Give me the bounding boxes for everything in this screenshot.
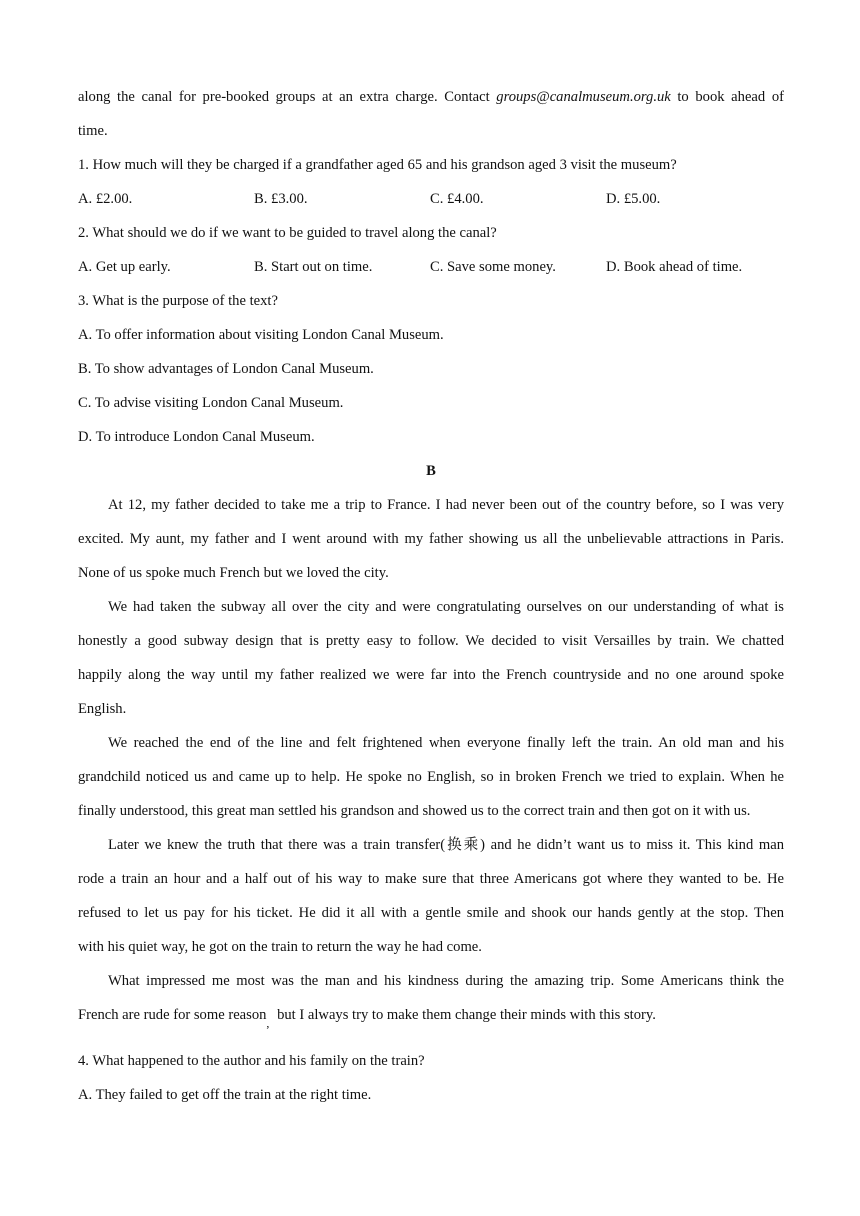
option-c: C. £4.00. (430, 191, 484, 207)
option-a: A. They failed to get off the train at the right time. (78, 1087, 372, 1103)
paragraph-4: Later we knew the truth that there was a train transfer(换乘) and he didn’t want us to miss it. This kind man rode a train an hour and a half out of his way to make sure that three Americans got where they wanted to be. He refused to let us pay for his ticket. He did it all with a gentle smile and shook our hands gently at the stop. Then with his quiet way, he got on the train to return the way he had come. (78, 837, 784, 955)
intro-line-2: time. (78, 123, 108, 139)
option-a: A. Get up early. (78, 259, 171, 275)
option-a: A. To offer information about visiting London Canal Museum. (78, 327, 444, 343)
question-1-options (78, 182, 784, 216)
section-heading: B (426, 463, 436, 479)
option-d: D. £5.00. (606, 191, 661, 207)
option-b: B. Start out on time. (254, 259, 373, 275)
option-b: B. £3.00. (254, 191, 308, 207)
paragraph-1: At 12, my father decided to take me a trip to France. I had never been out of the country before, so I was very excited. My aunt, my father and I went around with my father showing us all the unbelievable attractions in Paris. None of us spoke much French but we loved the city. (78, 497, 784, 581)
question-1: 1. How much will they be charged if a grandfather aged 65 and his grandson aged 3 visit the museum? (78, 157, 677, 173)
option-d: D. Book ahead of time. (606, 259, 743, 275)
option-b: B. To show advantages of London Canal Museum. (78, 361, 374, 377)
option-c: C. Save some money. (430, 259, 556, 275)
document-page (78, 80, 784, 1112)
question-2: 2. What should we do if we want to be guided to travel along the canal? (78, 225, 497, 241)
paragraph-5: What impressed me most was the man and his kindness during the amazing trip. Some Americans think the French are rude for some reason$_,$ but I always try to make them change their minds with this story. (78, 973, 784, 1030)
paragraph-3: We reached the end of the line and felt frightened when everyone finally left the train. An old man and his grandchild noticed us and came up to help. He spoke no English, so in broken French we tried to explain. When he finally understood, this great man settled his grandson and showed us to the correct train and then got on it with us. (78, 735, 784, 819)
option-c: C. To advise visiting London Canal Museum. (78, 395, 344, 411)
question-4: 4. What happened to the author and his family on the train? (78, 1053, 425, 1069)
option-a: A. £2.00. (78, 191, 133, 207)
email-address: groups@canalmuseum.org.uk (496, 89, 671, 105)
intro-line-1: along the canal for pre-booked groups at an extra charge. Contact groups@canalmuseum.org.uk to book ahead of (78, 89, 784, 105)
question-3: 3. What is the purpose of the text? (78, 293, 278, 309)
paragraph-2: We had taken the subway all over the city and were congratulating ourselves on our understanding of what is honestly a good subway design that is pretty easy to follow. We decided to visit Versailles by train. We chatted happily along the way until my father realized we were far into the French countryside and no one around spoke English. (78, 599, 784, 717)
option-d: D. To introduce London Canal Museum. (78, 429, 315, 445)
question-2-options (78, 250, 784, 284)
